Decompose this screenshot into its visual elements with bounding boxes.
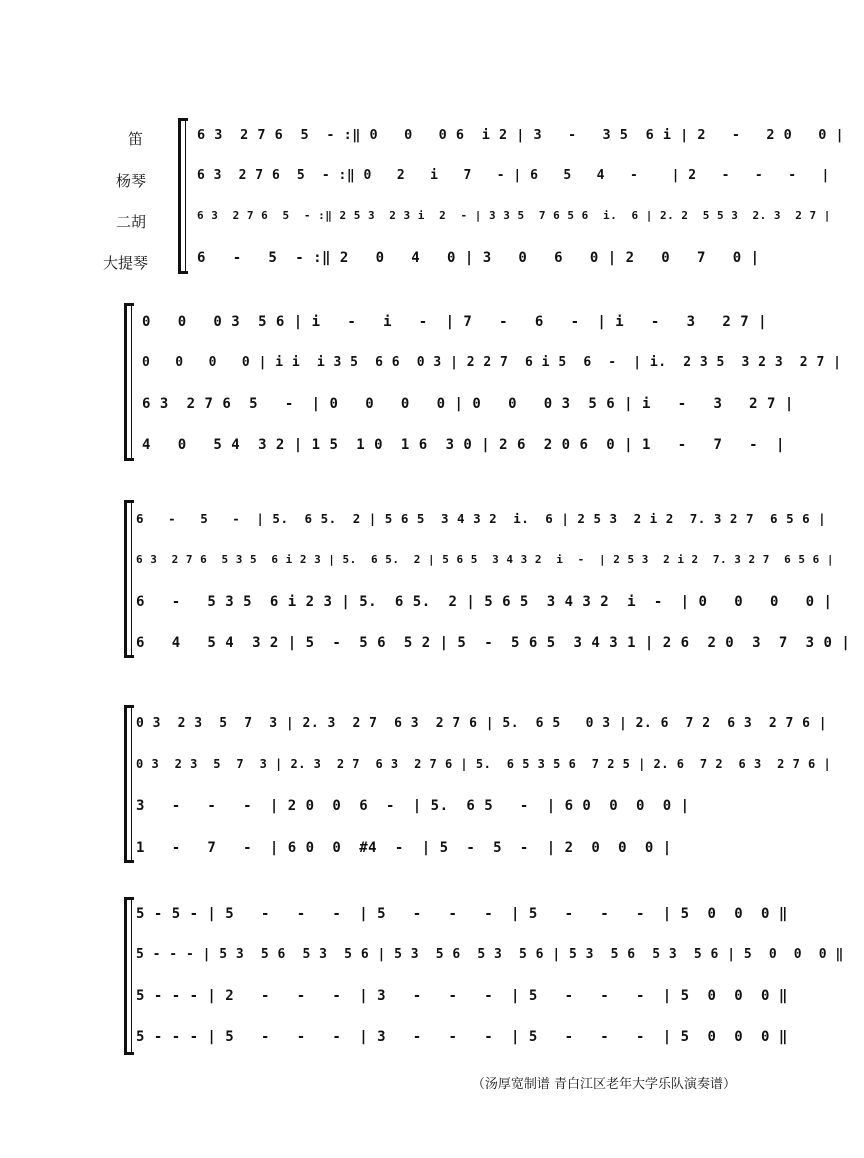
notation-row-yangqin: 0 0 0 0 | i i i 3 5 6 6 0 3 | 2 2 7 6 i 5 6 - | i. 2 3 5 3 2 3 2 7 | [142,355,842,370]
notation-row-flute: 6 3 2 7 6 5 - :‖ 0 0 0 6 i 2 | 3 - 3 5 6 i | 2 - 2 0 0 | [197,127,845,143]
notation-row-cello: 6 4 5 4 3 2 | 5 - 5 6 5 2 | 5 - 5 6 5 3 4 3 1 | 2 6 2 0 3 7 3 0 | [136,635,851,651]
notation-row-flute: 0 0 0 3 5 6 | i - i - | 7 - 6 - | i - 3 2 7 | [142,314,768,330]
system-bracket-line [131,303,132,461]
instrument-label-yangqin: 杨琴 [116,172,147,190]
notation-row-cello: 4 0 5 4 3 2 | 1 5 1 0 1 6 3 0 | 2 6 2 0 6 0 | 1 - 7 - | [142,437,785,453]
notation-row-flute: 5 - 5 - | 5 - - - | 5 - - - | 5 - - - | 5 0 0 0 ‖ [136,906,788,922]
system-brace [124,303,127,461]
notation-row-flute: 0 3 2 3 5 7 3 | 2. 3 2 7 6 3 2 7 6 | 5. 6 5 0 3 | 2. 6 7 2 6 3 2 7 6 | [136,716,828,731]
system-bracket-line [185,118,186,274]
score-credit-footer: （汤厚宽制谱 青白江区老年大学乐队演奏谱） [471,1077,736,1092]
notation-row-cello: 1 - 7 - | 6 0 0 #4 - | 5 - 5 - | 2 0 0 0 | [136,840,672,856]
notation-row-erhu: 6 - 5 3 5 6 i 2 3 | 5. 6 5. 2 | 5 6 5 3 4 3 2 i - | 0 0 0 0 | [136,594,833,610]
notation-row-flute: 6 - 5 - | 5. 6 5. 2 | 5 6 5 3 4 3 2 i. 6 | 2 5 3 2 i 2 7. 3 2 7 6 5 6 | [136,511,827,526]
system-brace [124,705,127,863]
instrument-label-flute: 笛 [128,130,144,148]
notation-row-erhu: 3 - - - | 2 0 0 6 - | 5. 6 5 - | 6 0 0 0 0 | [136,798,690,814]
instrument-label-cello: 大提琴 [103,254,149,272]
notation-row-yangqin: 6 3 2 7 6 5 3 5 6 i 2 3 | 5. 6 5. 2 | 5 6 5 3 4 3 2 i - | 2 5 3 2 i 2 7. 3 2 7 6 5 6 | [136,553,835,566]
system-bracket-line [131,705,132,863]
system-brace [124,500,127,658]
notation-row-erhu: 6 3 2 7 6 5 - :‖ 2 5 3 2 3 i 2 - | 3 3 5 7 6 5 6 i. 6 | 2. 2 5 5 3 2. 3 2 7 | [197,209,831,222]
system-bracket-line [131,500,132,658]
notation-row-yangqin: 5 - - - | 5 3 5 6 5 3 5 6 | 5 3 5 6 5 3 5 6 | 5 3 5 6 5 3 5 6 | 5 0 0 0 ‖ [136,947,844,962]
notation-row-erhu: 6 3 2 7 6 5 - | 0 0 0 0 | 0 0 0 3 5 6 | i - 3 2 7 | [142,396,794,412]
notation-row-yangqin: 0 3 2 3 5 7 3 | 2. 3 2 7 6 3 2 7 6 | 5. 6 5 3 5 6 7 2 5 | 2. 6 7 2 6 3 2 7 6 | [136,757,832,771]
system-brace [178,118,181,274]
system-brace [124,897,127,1055]
notation-row-erhu: 5 - - - | 2 - - - | 3 - - - | 5 - - - | 5 0 0 0 ‖ [136,988,788,1004]
notation-row-yangqin: 6 3 2 7 6 5 - :‖ 0 2 i 7 - | 6 5 4 - | 2 - - - | [197,168,830,183]
notation-row-cello: 6 - 5 - :‖ 2 0 4 0 | 3 0 6 0 | 2 0 7 0 | [197,250,760,266]
system-bracket-line [131,897,132,1055]
instrument-label-erhu: 二胡 [116,213,147,231]
notation-row-cello: 5 - - - | 5 - - - | 3 - - - | 5 - - - | 5 0 0 0 ‖ [136,1029,788,1045]
